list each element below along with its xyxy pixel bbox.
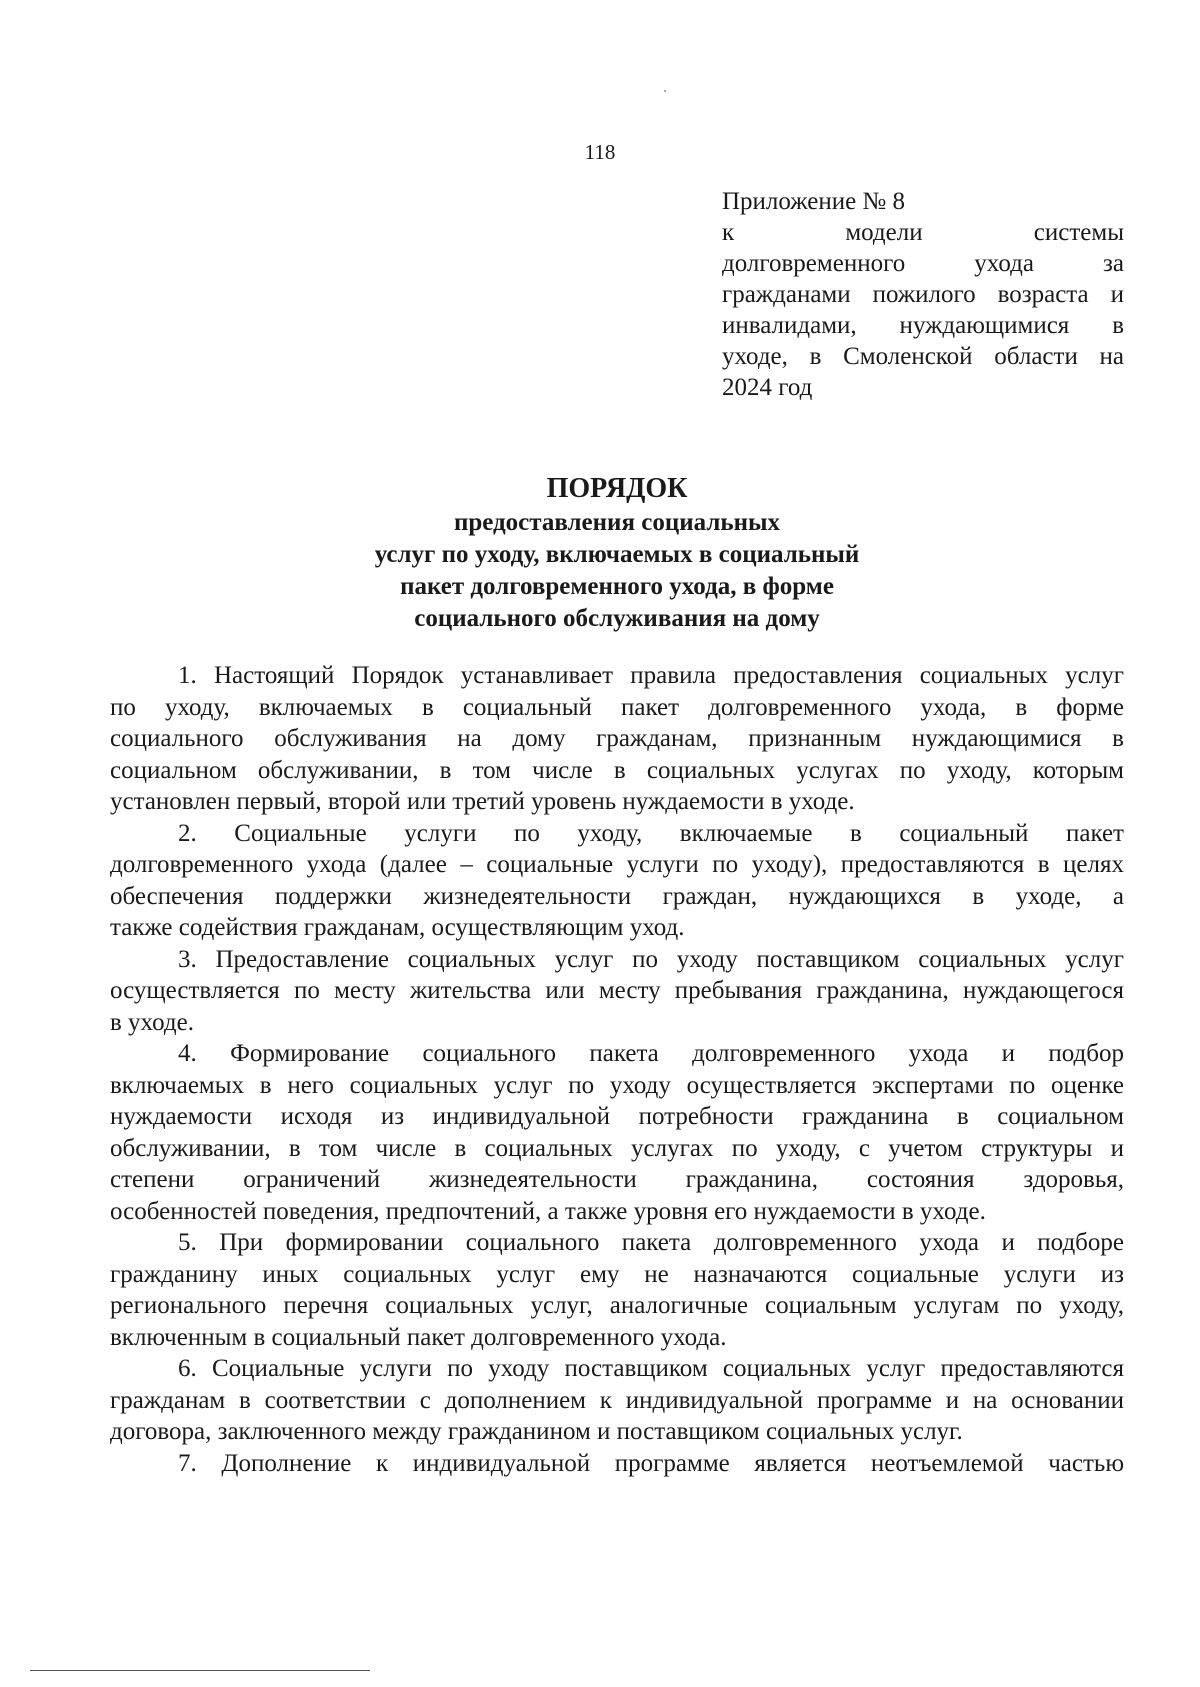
appendix-line: к модели системы xyxy=(722,219,1124,246)
text-line: включенным в социальный пакет долговременного ухода. xyxy=(110,1323,727,1351)
text-line: гражданам в соответствии с дополнением к индивидуальной программе и на основании xyxy=(110,1386,1124,1414)
text-line: регионального перечня социальных услуг, аналогичные социальным услугам по уходу, xyxy=(110,1292,1124,1319)
text-line: гражданину иных социальных услуг ему не назначаются социальные услуги из xyxy=(110,1260,1124,1288)
text-line: 3. Предоставление социальных услуг по уходу поставщиком социальных услуг xyxy=(178,945,1124,973)
text-line: степени ограничений жизнедеятельности гражданина, состояния здоровья, xyxy=(110,1166,1124,1193)
text-line: договора, заключенного между гражданином и поставщиком социальных услуг. xyxy=(110,1418,963,1445)
text-line: особенностей поведения, предпочтений, а также уровня его нуждаемости в уходе. xyxy=(110,1197,986,1225)
text-line: включаемых в него социальных услуг по уходу осуществляется экспертами по оценке xyxy=(110,1071,1124,1099)
document-body xyxy=(110,660,1124,1479)
text-line: 7. Дополнение к индивидуальной программе является неотъемлемой частью xyxy=(178,1449,1124,1477)
text-line: долговременного ухода (далее – социальные услуги по уходу), предоставляются в целях xyxy=(110,851,1124,878)
subtitle-line: предоставления социальных xyxy=(453,509,781,536)
document-title: ПОРЯДОК xyxy=(546,473,688,504)
footnote-divider xyxy=(30,1670,370,1671)
text-line: по уходу, включаемых в социальный пакет долговременного ухода, в форме xyxy=(110,693,1124,721)
paragraph-5 xyxy=(110,1227,1124,1353)
paragraph-4 xyxy=(110,1038,1124,1227)
text-line: 1. Настоящий Порядок устанавливает правила предоставления социальных услуг xyxy=(178,662,1124,689)
text-line: социального обслуживания на дому гражданам, признанным нуждающимися в xyxy=(110,725,1124,752)
text-line: обслуживании, в том числе в социальных услугах по уходу, с учетом структуры и xyxy=(110,1134,1124,1162)
text-line: 2. Социальные услуги по уходу, включаемые в социальный пакет xyxy=(178,819,1124,847)
text-line: нуждаемости исходя из индивидуальной потребности гражданина в социальном xyxy=(110,1103,1124,1130)
paragraph-6 xyxy=(110,1353,1124,1448)
text-line: 5. При формировании социального пакета долговременного ухода и подборе xyxy=(178,1229,1124,1256)
paragraph-3 xyxy=(110,944,1124,1039)
paragraph-7 xyxy=(110,1448,1124,1480)
subtitle-line: пакет долговременного ухода, в форме xyxy=(400,573,834,600)
appendix-line: уходе, в Смоленской области на xyxy=(722,343,1124,370)
document-subtitle xyxy=(0,507,1200,635)
text-line: 6. Социальные услуги по уходу поставщиком социальных услуг предоставляются xyxy=(178,1355,1124,1382)
text-line: в уходе. xyxy=(110,1008,194,1036)
text-line: 4. Формирование социального пакета долговременного ухода и подбор xyxy=(178,1040,1124,1067)
appendix-line: долговременного ухода за xyxy=(722,250,1124,277)
appendix-block xyxy=(722,186,1124,403)
appendix-line: инвалидами, нуждающимися в xyxy=(722,312,1124,339)
scan-speck xyxy=(664,90,666,92)
page-number: 118 xyxy=(584,140,616,164)
text-line: также содействия гражданам, осуществляющим уход. xyxy=(110,914,685,941)
paragraph-2 xyxy=(110,818,1124,944)
text-line: социальном обслуживании, в том числе в социальных услугах по уходу, которым xyxy=(110,756,1124,784)
appendix-line: гражданами пожилого возраста и xyxy=(722,281,1124,308)
text-line: установлен первый, второй или третий уровень нуждаемости в уходе. xyxy=(110,788,855,815)
appendix-title: Приложение № 8 xyxy=(722,188,906,215)
subtitle-line: услуг по уходу, включаемых в социальный xyxy=(374,541,860,568)
paragraph-1 xyxy=(110,660,1124,818)
appendix-line: 2024 год xyxy=(722,374,813,401)
text-line: обеспечения поддержки жизнедеятельности граждан, нуждающихся в уходе, а xyxy=(110,882,1124,910)
text-line: осуществляется по месту жительства или месту пребывания гражданина, нуждающегося xyxy=(110,977,1124,1004)
subtitle-line: социального обслуживания на дому xyxy=(414,605,820,632)
